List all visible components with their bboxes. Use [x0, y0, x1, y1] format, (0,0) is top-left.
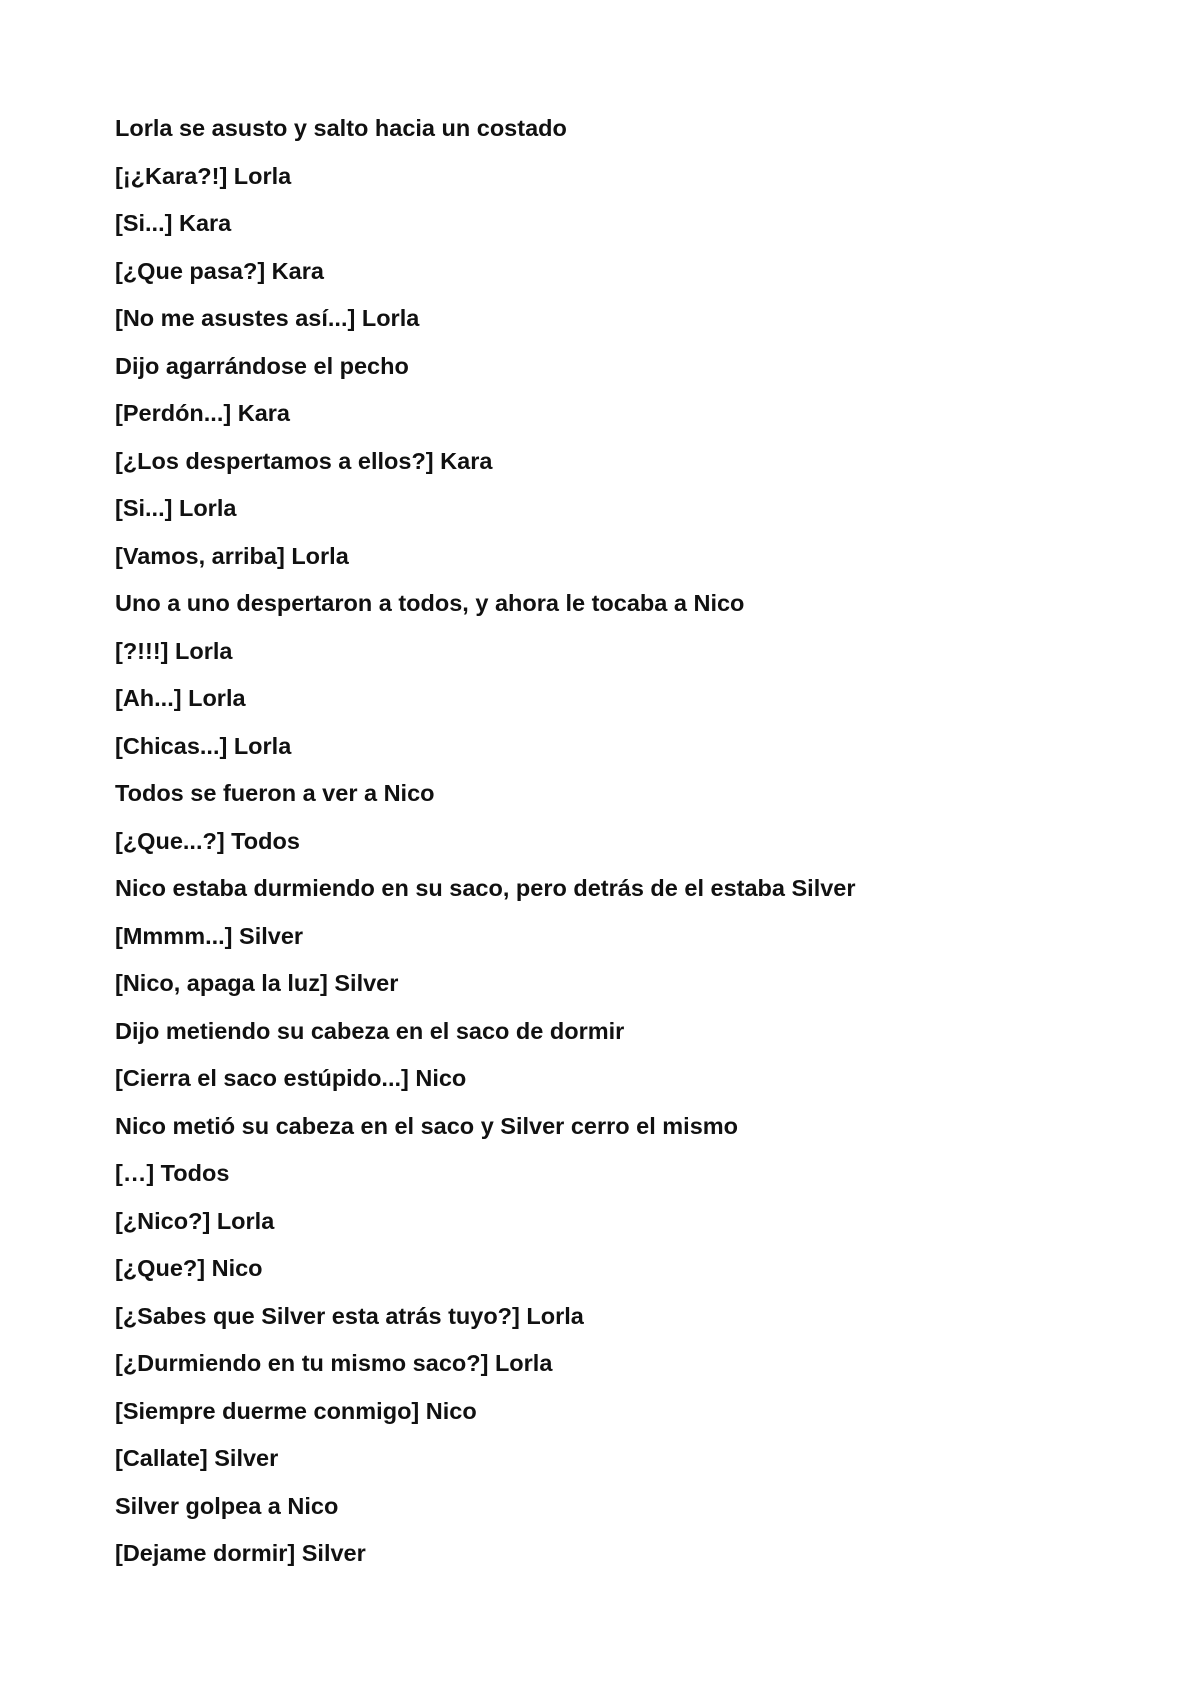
text-line: [Cierra el saco estúpido...] Nico [115, 1065, 467, 1091]
text-line: Nico estaba durmiendo en su saco, pero detrás de el estaba Silver [115, 875, 856, 901]
text-line: Dijo metiendo su cabeza en el saco de dormir [115, 1017, 625, 1044]
text-line: [¿Que...?] Todos [115, 827, 300, 854]
text-line: [Callate] Silver [115, 1445, 279, 1471]
text-line: [¿Durmiendo en tu mismo saco?] Lorla [115, 1350, 553, 1376]
text-line: [Dejame dormir] Silver [115, 1540, 366, 1566]
text-line: Uno a uno despertaron a todos, y ahora le tocaba a Nico [115, 590, 745, 616]
document-text [115, 112, 1075, 1585]
text-line: [Mmmm...] Silver [115, 922, 304, 949]
text-line: [¿Los despertamos a ellos?] Kara [115, 447, 493, 474]
text-line: [¿Que?] Nico [115, 1255, 263, 1281]
text-line: […] Todos [115, 1160, 230, 1186]
text-line: [Nico, apaga la luz] Silver [115, 970, 399, 996]
text-line: [¿Que pasa?] Kara [115, 257, 324, 284]
text-line: Todos se fueron a ver a Nico [115, 780, 435, 806]
text-line: [¿Sabes que Silver esta atrás tuyo?] Lorla [115, 1302, 584, 1329]
text-line: [Si...] Kara [115, 210, 232, 236]
text-line: [Perdón...] Kara [115, 400, 290, 426]
text-line: [Vamos, arriba] Lorla [115, 542, 349, 569]
text-line: [Si...] Lorla [115, 495, 237, 521]
text-line: [?!!!] Lorla [115, 637, 233, 664]
text-line: Silver golpea a Nico [115, 1492, 339, 1519]
text-line: [¿Nico?] Lorla [115, 1207, 275, 1234]
text-line: [Chicas...] Lorla [115, 732, 292, 759]
text-line: Dijo agarrándose el pecho [115, 352, 409, 379]
text-line: [No me asustes así...] Lorla [115, 305, 420, 331]
text-line: [Siempre duerme conmigo] Nico [115, 1397, 477, 1424]
text-line: Nico metió su cabeza en el saco y Silver cerro el mismo [115, 1112, 739, 1139]
text-line: Lorla se asusto y salto hacia un costado [115, 115, 567, 141]
text-line: [Ah...] Lorla [115, 685, 246, 711]
text-line: [¡¿Kara?!] Lorla [115, 162, 292, 189]
